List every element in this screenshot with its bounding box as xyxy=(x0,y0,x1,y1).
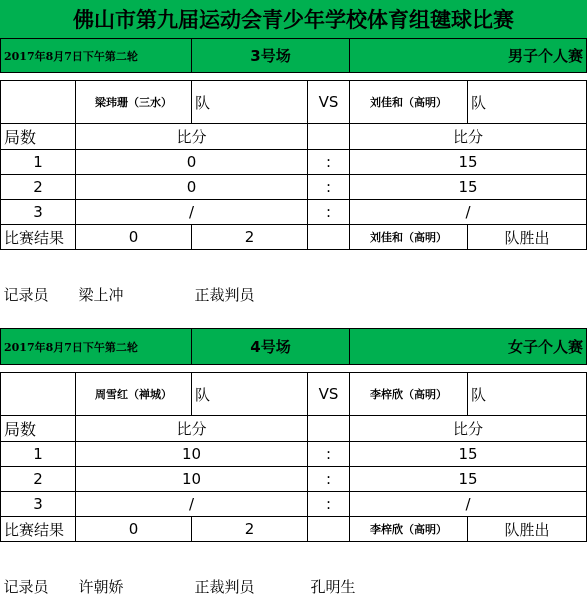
officials-row xyxy=(1,570,587,601)
team-word-left: 队 xyxy=(192,373,308,416)
result-left: 0 xyxy=(76,225,192,250)
game-colon: : xyxy=(308,442,350,467)
score-header-row xyxy=(1,416,587,442)
winner-suffix: 队胜出 xyxy=(468,225,587,250)
referee-name: 孔明生 xyxy=(310,578,356,596)
result-row xyxy=(1,225,587,250)
result-label: 比赛结果 xyxy=(1,517,76,542)
player-left: 梁玮珊（三水） xyxy=(76,81,192,124)
result-label: 比赛结果 xyxy=(1,225,76,250)
winner-name: 李梓欣（高明） xyxy=(350,517,468,542)
game-number: 1 xyxy=(1,150,76,175)
recorder-name: 许朝娇 xyxy=(78,578,124,596)
match-type: 女子个人赛 xyxy=(350,329,587,365)
game-colon: : xyxy=(308,467,350,492)
game-colon: : xyxy=(308,200,350,225)
winner-name: 刘佳和（高明） xyxy=(350,225,468,250)
score-header-left: 比分 xyxy=(76,416,308,442)
game-score-left: 10 xyxy=(76,442,308,467)
team-word-right: 队 xyxy=(468,373,587,416)
game-colon: : xyxy=(308,150,350,175)
player-left: 周雪红（禅城） xyxy=(76,373,192,416)
result-right: 2 xyxy=(192,517,308,542)
game-score-left: / xyxy=(76,492,308,517)
game-score-right: / xyxy=(350,200,587,225)
recorder-label: 记录员 xyxy=(3,286,49,304)
game-score-left: 0 xyxy=(76,150,308,175)
game-number: 1 xyxy=(1,442,76,467)
vs-label: VS xyxy=(308,373,350,416)
result-right: 2 xyxy=(192,225,308,250)
game-score-right: 15 xyxy=(350,467,587,492)
game-row xyxy=(1,175,587,200)
match-date: 2017年8月7日下午第二轮 xyxy=(1,39,192,73)
winner-suffix: 队胜出 xyxy=(468,517,587,542)
match-field: 4号场 xyxy=(192,329,350,365)
game-row xyxy=(1,200,587,225)
player-right: 李梓欣（高明） xyxy=(350,373,468,416)
referee-label: 正裁判员 xyxy=(194,286,255,304)
match-type: 男子个人赛 xyxy=(350,39,587,73)
game-score-right: / xyxy=(350,492,587,517)
game-number: 3 xyxy=(1,492,76,517)
games-header: 局数 xyxy=(1,124,76,150)
games-header: 局数 xyxy=(1,416,76,442)
game-score-right: 15 xyxy=(350,442,587,467)
score-header-right: 比分 xyxy=(350,124,587,150)
game-row xyxy=(1,442,587,467)
score-header-left: 比分 xyxy=(76,124,308,150)
game-number: 3 xyxy=(1,200,76,225)
game-score-right: 15 xyxy=(350,175,587,200)
recorder-name: 梁上冲 xyxy=(78,286,124,304)
game-row xyxy=(1,150,587,175)
game-score-right: 15 xyxy=(350,150,587,175)
match-header xyxy=(1,39,587,73)
game-number: 2 xyxy=(1,467,76,492)
game-score-left: 0 xyxy=(76,175,308,200)
match-1-table xyxy=(0,38,587,312)
game-score-left: 10 xyxy=(76,467,308,492)
referee-label: 正裁判员 xyxy=(194,578,255,596)
match-field: 3号场 xyxy=(192,39,350,73)
sheet-title: 佛山市第九届运动会青少年学校体育组毽球比赛 xyxy=(0,0,587,39)
score-header-row xyxy=(1,124,587,150)
match-2-table xyxy=(0,328,587,601)
players-row xyxy=(1,81,587,124)
officials-row xyxy=(1,278,587,312)
game-row xyxy=(1,467,587,492)
match-date: 2017年8月7日下午第二轮 xyxy=(1,329,192,365)
team-word-right: 队 xyxy=(468,81,587,124)
score-header-right: 比分 xyxy=(350,416,587,442)
match-header xyxy=(1,329,587,365)
game-number: 2 xyxy=(1,175,76,200)
player-right: 刘佳和（高明） xyxy=(350,81,468,124)
game-row xyxy=(1,492,587,517)
result-row xyxy=(1,517,587,542)
vs-label: VS xyxy=(308,81,350,124)
players-row xyxy=(1,373,587,416)
team-word-left: 队 xyxy=(192,81,308,124)
result-left: 0 xyxy=(76,517,192,542)
game-colon: : xyxy=(308,492,350,517)
game-colon: : xyxy=(308,175,350,200)
recorder-label: 记录员 xyxy=(3,578,49,596)
referee-name xyxy=(308,278,587,312)
game-score-left: / xyxy=(76,200,308,225)
